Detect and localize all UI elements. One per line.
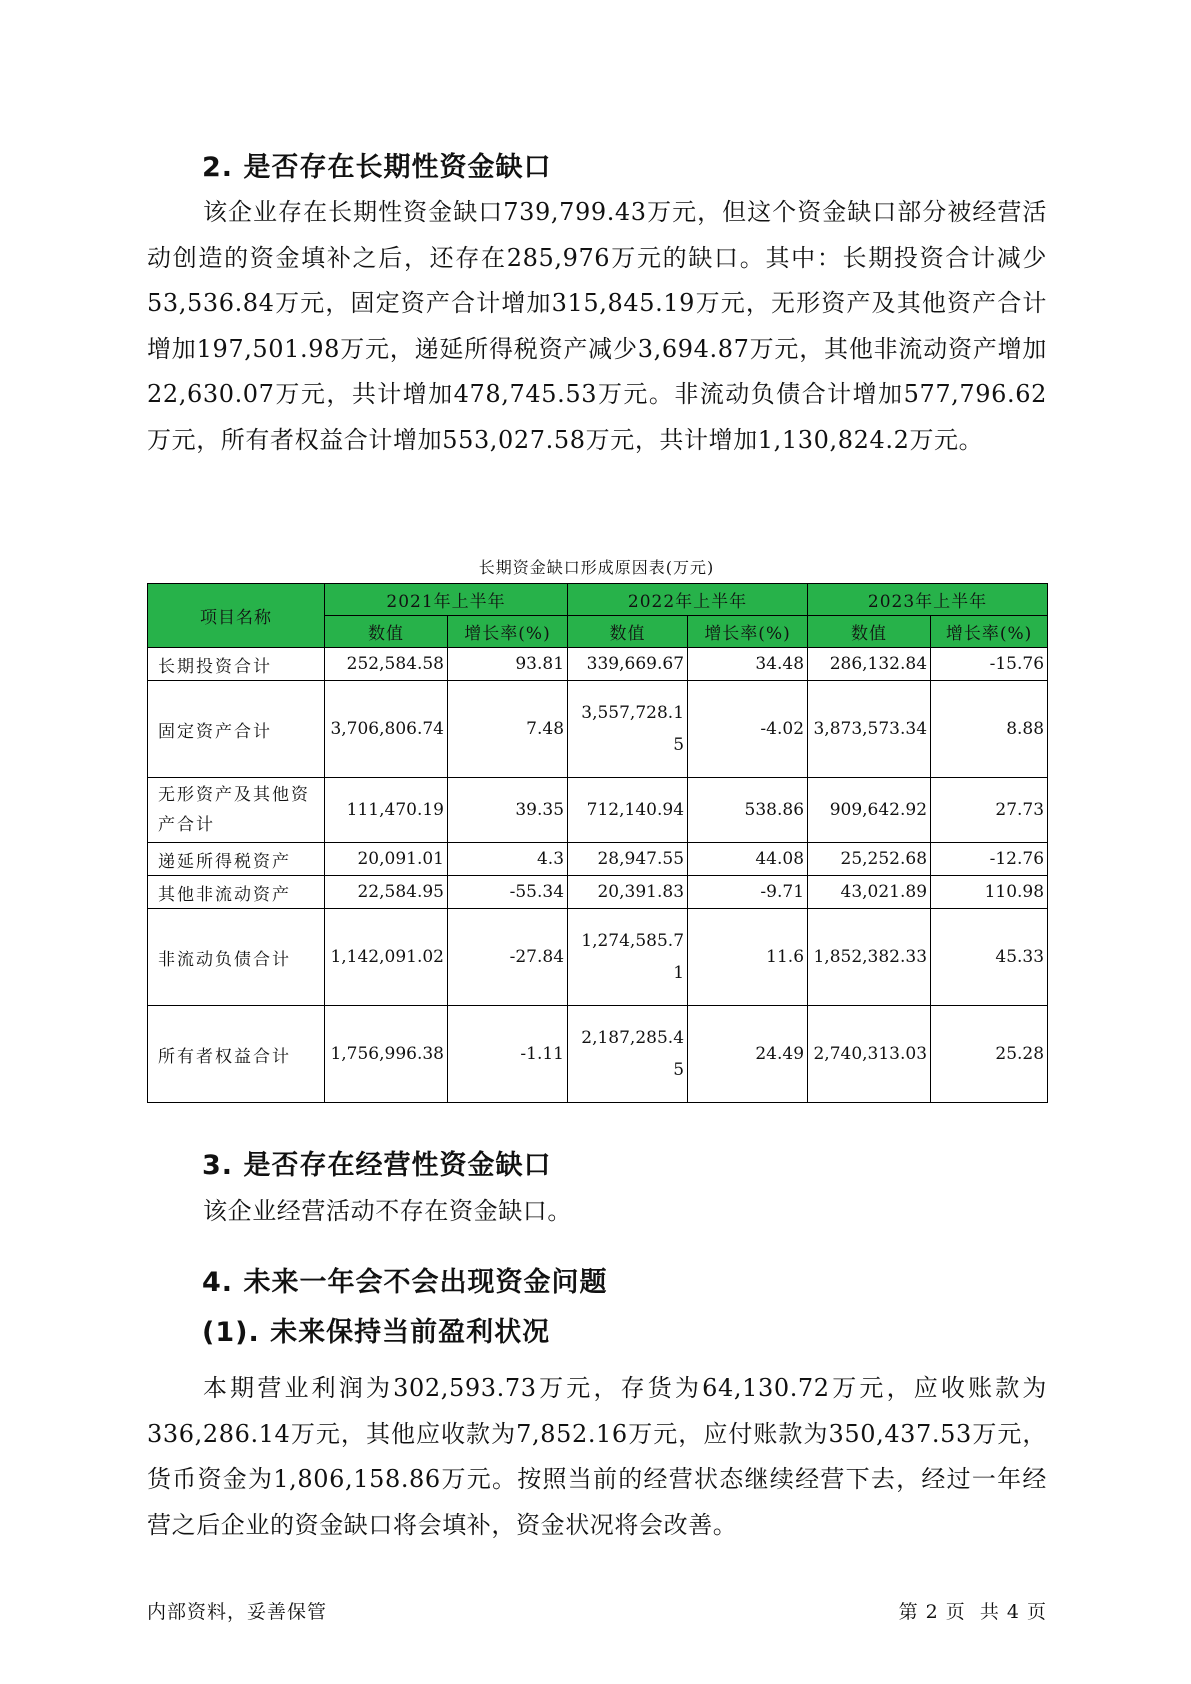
cell-value: 909,642.92 [808, 778, 931, 843]
row-name: 其他非流动资产 [148, 876, 325, 909]
row-name: 非流动负债合计 [148, 909, 325, 1006]
table-row [148, 1006, 1048, 1103]
table-row [148, 778, 1048, 843]
capital-gap-table [147, 583, 1048, 1103]
table-row [148, 681, 1048, 778]
header-item-name: 项目名称 [148, 584, 325, 648]
cell-growth: -15.76 [931, 648, 1048, 681]
cell-growth: -27.84 [448, 909, 568, 1006]
cell-growth: -55.34 [448, 876, 568, 909]
cell-growth: 11.6 [688, 909, 808, 1006]
section2-heading: 2. 是否存在长期性资金缺口 [202, 152, 552, 183]
cell-growth: 110.98 [931, 876, 1048, 909]
header-value-2021: 数值 [325, 616, 448, 648]
cell-value: 3,706,806.74 [325, 681, 448, 778]
section4-heading: 4. 未来一年会不会出现资金问题 [202, 1267, 608, 1298]
cell-growth: -4.02 [688, 681, 808, 778]
cell-growth: 39.35 [448, 778, 568, 843]
cell-value: 286,132.84 [808, 648, 931, 681]
cell-value: 2,187,285.45 [568, 1006, 688, 1103]
table-row [148, 876, 1048, 909]
row-name: 固定资产合计 [148, 681, 325, 778]
cell-growth: 27.73 [931, 778, 1048, 843]
section3-heading: 3. 是否存在经营性资金缺口 [202, 1150, 552, 1181]
cell-value: 1,274,585.71 [568, 909, 688, 1006]
row-name: 无形资产及其他资产合计 [148, 778, 325, 843]
cell-growth: 93.81 [448, 648, 568, 681]
section4-subheading: (1). 未来保持当前盈利状况 [202, 1317, 551, 1348]
cell-growth: 45.33 [931, 909, 1048, 1006]
cell-value: 252,584.58 [325, 648, 448, 681]
cell-growth: 34.48 [688, 648, 808, 681]
header-period-2023: 2023年上半年 [808, 584, 1048, 616]
table-caption: 长期资金缺口形成原因表(万元) [478, 558, 715, 577]
cell-growth: 24.49 [688, 1006, 808, 1103]
cell-growth: 4.3 [448, 843, 568, 876]
cell-growth: 25.28 [931, 1006, 1048, 1103]
table-row [148, 909, 1048, 1006]
cell-value: 2,740,313.03 [808, 1006, 931, 1103]
row-name: 递延所得税资产 [148, 843, 325, 876]
row-name: 所有者权益合计 [148, 1006, 325, 1103]
cell-growth: 538.86 [688, 778, 808, 843]
cell-value: 111,470.19 [325, 778, 448, 843]
cell-value: 1,756,996.38 [325, 1006, 448, 1103]
footer-left: 内部资料，妥善保管 [147, 1601, 328, 1623]
cell-value: 1,142,091.02 [325, 909, 448, 1006]
cell-growth: -9.71 [688, 876, 808, 909]
footer-page-number: 第 2 页 共 4 页 [898, 1601, 1047, 1623]
header-period-2021: 2021年上半年 [325, 584, 568, 616]
cell-growth: 8.88 [931, 681, 1048, 778]
cell-growth: 7.48 [448, 681, 568, 778]
row-name: 长期投资合计 [148, 648, 325, 681]
cell-value: 22,584.95 [325, 876, 448, 909]
cell-value: 20,391.83 [568, 876, 688, 909]
cell-value: 339,669.67 [568, 648, 688, 681]
cell-value: 43,021.89 [808, 876, 931, 909]
section2-paragraph: 该企业存在长期性资金缺口739,799.43万元，但这个资金缺口部分被经营活动创造的资金填补之后，还存在285,976万元的缺口。其中：长期投资合计减少53,536.84万元，固定资产合计增加315,845.19万元，无形资产及其他资产合计增加197,501.98万元，递延所得税资产减少3,694.87万元，其他非流动资产增加22,630.07万元，共计增加478,745.53万元。非流动负债合计增加577,796.62万元，所有者权益合计增加553,027.58万元，共计增加1,130,824.2万元。 [147, 198, 1047, 454]
header-growth-2021: 增长率(%) [448, 616, 568, 648]
cell-growth: -12.76 [931, 843, 1048, 876]
cell-value: 3,557,728.15 [568, 681, 688, 778]
cell-value: 1,852,382.33 [808, 909, 931, 1006]
cell-value: 3,873,573.34 [808, 681, 931, 778]
header-value-2023: 数值 [808, 616, 931, 648]
header-value-2022: 数值 [568, 616, 688, 648]
section4-paragraph: 本期营业利润为302,593.73万元，存货为64,130.72万元，应收账款为336,286.14万元，其他应收款为7,852.16万元，应付账款为350,437.53万元，货币资金为1,806,158.86万元。按照当前的经营状态继续经营下去，经过一年经营之后企业的资金缺口将会填补，资金状况将会改善。 [147, 1374, 1047, 1539]
table-row [148, 648, 1048, 681]
table-row [148, 843, 1048, 876]
cell-value: 28,947.55 [568, 843, 688, 876]
section3-paragraph: 该企业经营活动不存在资金缺口。 [203, 1197, 572, 1225]
header-growth-2022: 增长率(%) [688, 616, 808, 648]
cell-growth: 44.08 [688, 843, 808, 876]
cell-growth: -1.11 [448, 1006, 568, 1103]
cell-value: 20,091.01 [325, 843, 448, 876]
cell-value: 25,252.68 [808, 843, 931, 876]
header-growth-2023: 增长率(%) [931, 616, 1048, 648]
cell-value: 712,140.94 [568, 778, 688, 843]
header-period-2022: 2022年上半年 [568, 584, 808, 616]
